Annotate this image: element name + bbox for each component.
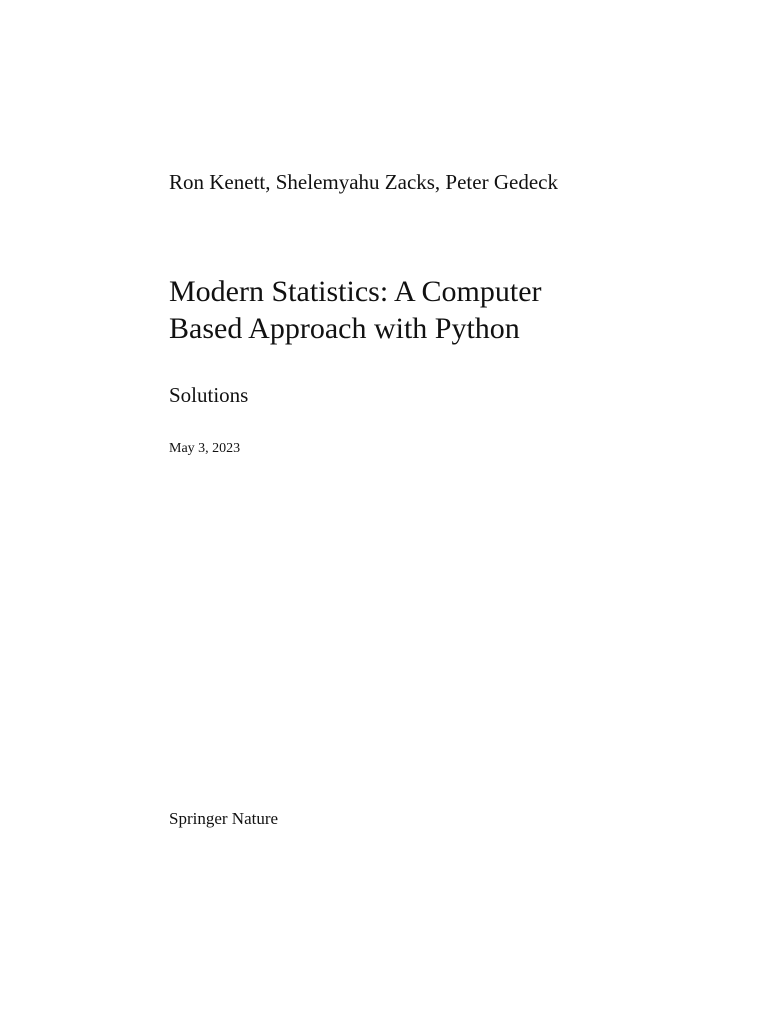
- book-title: [169, 273, 729, 347]
- publication-date: May 3, 2023: [169, 441, 241, 456]
- subtitle: Solutions: [169, 383, 249, 407]
- book-title-line-1: Modern Statistics: A Computer: [169, 275, 542, 308]
- book-title-line-2: Based Approach with Python: [169, 312, 520, 345]
- publisher: Springer Nature: [169, 809, 279, 828]
- authors: Ron Kenett, Shelemyahu Zacks, Peter Gedeck: [169, 170, 558, 194]
